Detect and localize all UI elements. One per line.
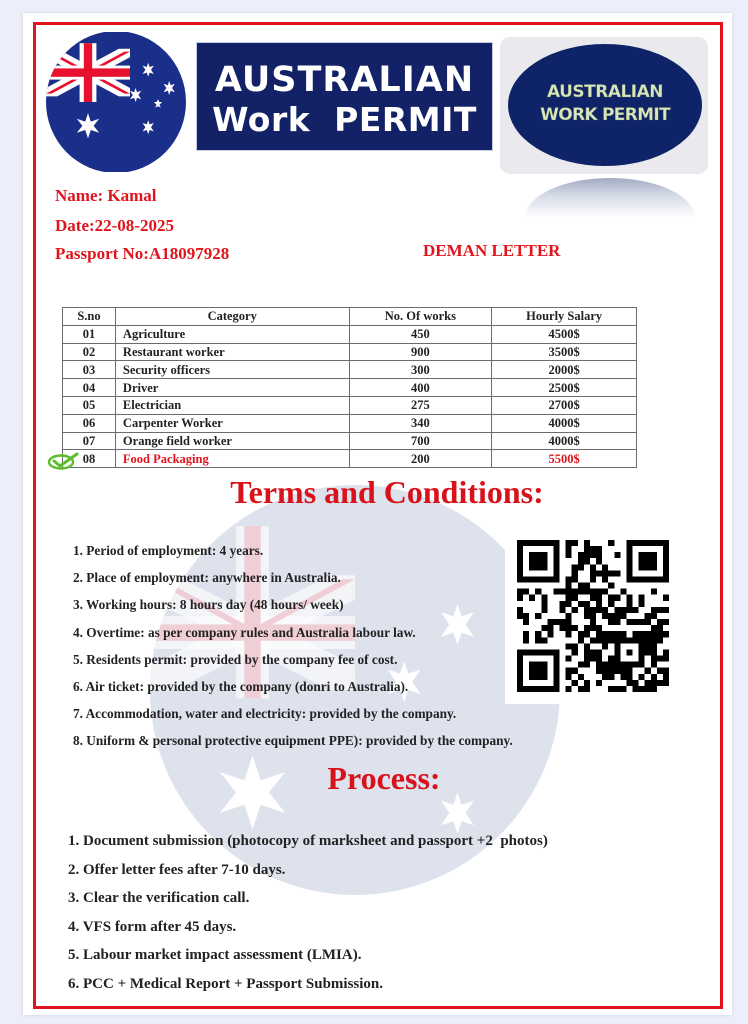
header-category: Category [115,308,349,326]
header-salary: Hourly Salary [492,308,637,326]
terms-item: 2. Place of employment: anywhere in Australia. [73,570,341,586]
cell-works: 275 [349,396,492,414]
cell-sno: 07 [63,432,116,450]
table-row [63,343,637,361]
cell-works: 450 [349,325,492,343]
header-works: No. Of works [349,308,492,326]
cell-works: 900 [349,343,492,361]
process-item: 3. Clear the verification call. [68,890,250,907]
cell-sno: 05 [63,396,116,414]
work-permit-badge [508,44,702,166]
table-row [63,432,637,450]
cell-salary: 3500$ [492,343,637,361]
badge-line-1: AUSTRALIAN [546,82,664,102]
terms-item: 6. Air ticket: provided by the company (donri to Australia). [73,678,409,694]
table-row [63,396,637,414]
process-list [68,830,548,1002]
cell-category: Agriculture [115,325,349,343]
header-sno: S.no [63,308,116,326]
table-row-selected [63,450,637,468]
cell-category: Food Packaging [115,450,349,468]
cell-salary: 2700$ [492,396,637,414]
banner-line-1: AUSTRALIAN [214,60,475,100]
terms-item: 1. Period of employment: 4 years. [73,543,264,558]
process-item: 1. Document submission (photocopy of marksheet and passport +2 photos) [68,833,548,849]
process-item: 2. Offer letter fees after 7-10 days. [68,861,286,878]
letter-title: DEMAN LETTER [423,241,561,260]
terms-item: 7. Accommodation, water and electricity: provided by the company. [73,706,457,722]
cell-works: 340 [349,414,492,432]
cell-salary: 5500$ [492,450,637,468]
work-permit-banner [197,43,492,150]
terms-item: 8. Uniform & personal protective equipment PPE): provided by the company. [73,733,513,749]
cell-sno: 06 [63,414,116,432]
process-item: 5. Labour market impact assessment (LMIA). [68,947,362,964]
terms-heading: Terms and Conditions: [230,474,544,510]
cell-works: 700 [349,432,492,450]
cell-category: Restaurant worker [115,343,349,361]
cell-category: Electrician [115,396,349,414]
cell-category: Carpenter Worker [115,414,349,432]
banner-line-2: Work PERMIT [212,100,477,139]
letter-date: Date:22-08-2025 [55,216,174,235]
cell-salary: 4000$ [492,432,637,450]
process-item: 4. VFS form after 45 days. [68,918,237,935]
cell-sno: 03 [63,361,116,379]
badge-line-2: WORK PERMIT [540,105,670,125]
cell-works: 200 [349,450,492,468]
process-heading: Process: [327,760,441,796]
applicant-name: Name: Kamal [55,186,157,205]
cell-category: Security officers [115,361,349,379]
cell-works: 400 [349,379,492,397]
terms-list [73,541,513,759]
table-row [63,379,637,397]
cell-sno: 02 [63,343,116,361]
table-row [63,414,637,432]
cell-category: Driver [115,379,349,397]
cell-sno: 04 [63,379,116,397]
qr-code-icon [517,540,669,692]
table-row [63,325,637,343]
terms-item: 3. Working hours: 8 hours day (48 hours/ week) [73,597,344,613]
cell-salary: 4500$ [492,325,637,343]
process-item: 6. PCC + Medical Report + Passport Submission. [68,975,384,992]
terms-item: 4. Overtime: as per company rules and Australia labour law. [73,624,416,640]
table-header-row [63,308,637,326]
cell-category: Orange field worker [115,432,349,450]
terms-item: 5. Residents permit: provided by the company fee of cost. [73,651,398,667]
cell-sno: 08 [63,450,116,468]
cell-salary: 4000$ [492,414,637,432]
passport-number: Passport No:A18097928 [55,244,230,263]
cell-salary: 2500$ [492,379,637,397]
cell-sno: 01 [63,325,116,343]
cell-salary: 2000$ [492,361,637,379]
check-mark-icon [47,452,81,470]
australian-flag-icon [46,31,186,173]
cell-works: 300 [349,361,492,379]
job-category-table [62,307,637,468]
table-row [63,361,637,379]
